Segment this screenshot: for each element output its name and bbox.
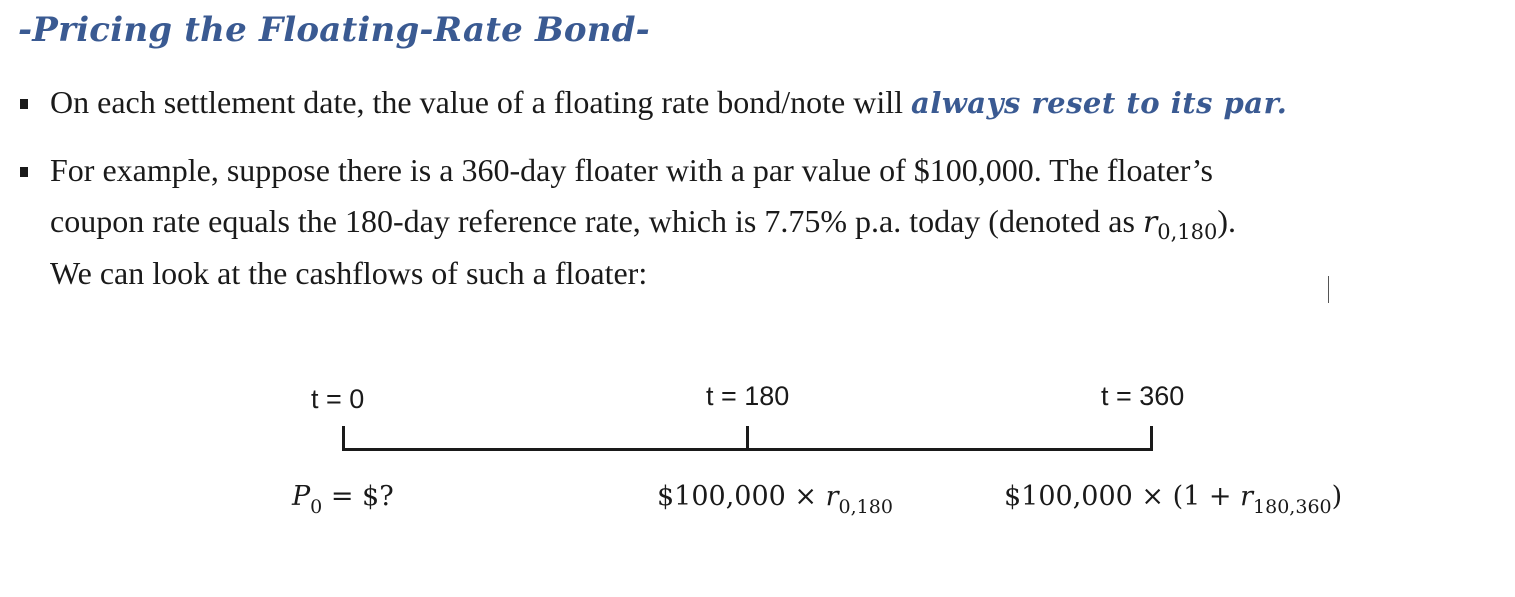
bullet-square-icon bbox=[20, 99, 28, 109]
bullet-text-line-3: We can look at the cashflows of such a floater: bbox=[50, 255, 648, 291]
math-subscript: 180,360 bbox=[1253, 496, 1332, 518]
timeline-tick-t0 bbox=[342, 426, 345, 451]
timeline-tick-t360 bbox=[1150, 426, 1153, 451]
bullet-text: On each settlement date, the value of a floating rate bond/note will bbox=[50, 84, 912, 120]
math-variable: P bbox=[292, 481, 311, 512]
math-subscript: 0,180 bbox=[1157, 220, 1218, 244]
cashflow-text: = $? bbox=[322, 481, 394, 512]
line-text-suffix: ). bbox=[1217, 203, 1237, 239]
cashflow-t180 bbox=[657, 481, 893, 518]
cashflow-text: $100,000 × bbox=[657, 481, 826, 512]
timeline-tick-t180 bbox=[746, 426, 749, 451]
line-text: coupon rate equals the 180-day reference rate, which is 7.75% p.a. today (denoted as bbox=[50, 203, 1143, 239]
math-subscript: 0,180 bbox=[838, 496, 893, 518]
bullet-item-example bbox=[20, 145, 1510, 299]
bullet-text-line bbox=[50, 77, 1510, 129]
math-variable: r bbox=[1142, 205, 1158, 240]
bullet-text-line-2 bbox=[50, 196, 1510, 248]
cashflow-text: $100,000 × (1 + bbox=[1004, 481, 1241, 512]
bullet-text-line-1: For example, suppose there is a 360-day floater with a par value of $100,000. The floater’s bbox=[50, 152, 1213, 188]
timeline-label-t180: t = 180 bbox=[706, 381, 790, 411]
math-variable: r bbox=[1240, 481, 1254, 512]
cashflow-t360 bbox=[1004, 481, 1343, 518]
text-cursor bbox=[1328, 276, 1329, 303]
math-subscript: 0 bbox=[310, 496, 323, 518]
emphasis-text: always reset to its par. bbox=[911, 86, 1288, 120]
slide-title: -Pricing the Floating-Rate Bond- bbox=[18, 10, 650, 50]
cashflow-text-suffix: ) bbox=[1331, 481, 1343, 512]
math-variable: r bbox=[825, 481, 839, 512]
bullet-item-settlement bbox=[20, 77, 1510, 129]
bullet-square-icon bbox=[20, 167, 28, 177]
timeline-label-t0: t = 0 bbox=[311, 384, 365, 414]
cashflow-t0 bbox=[292, 481, 394, 518]
timeline-label-t360: t = 360 bbox=[1101, 381, 1185, 411]
